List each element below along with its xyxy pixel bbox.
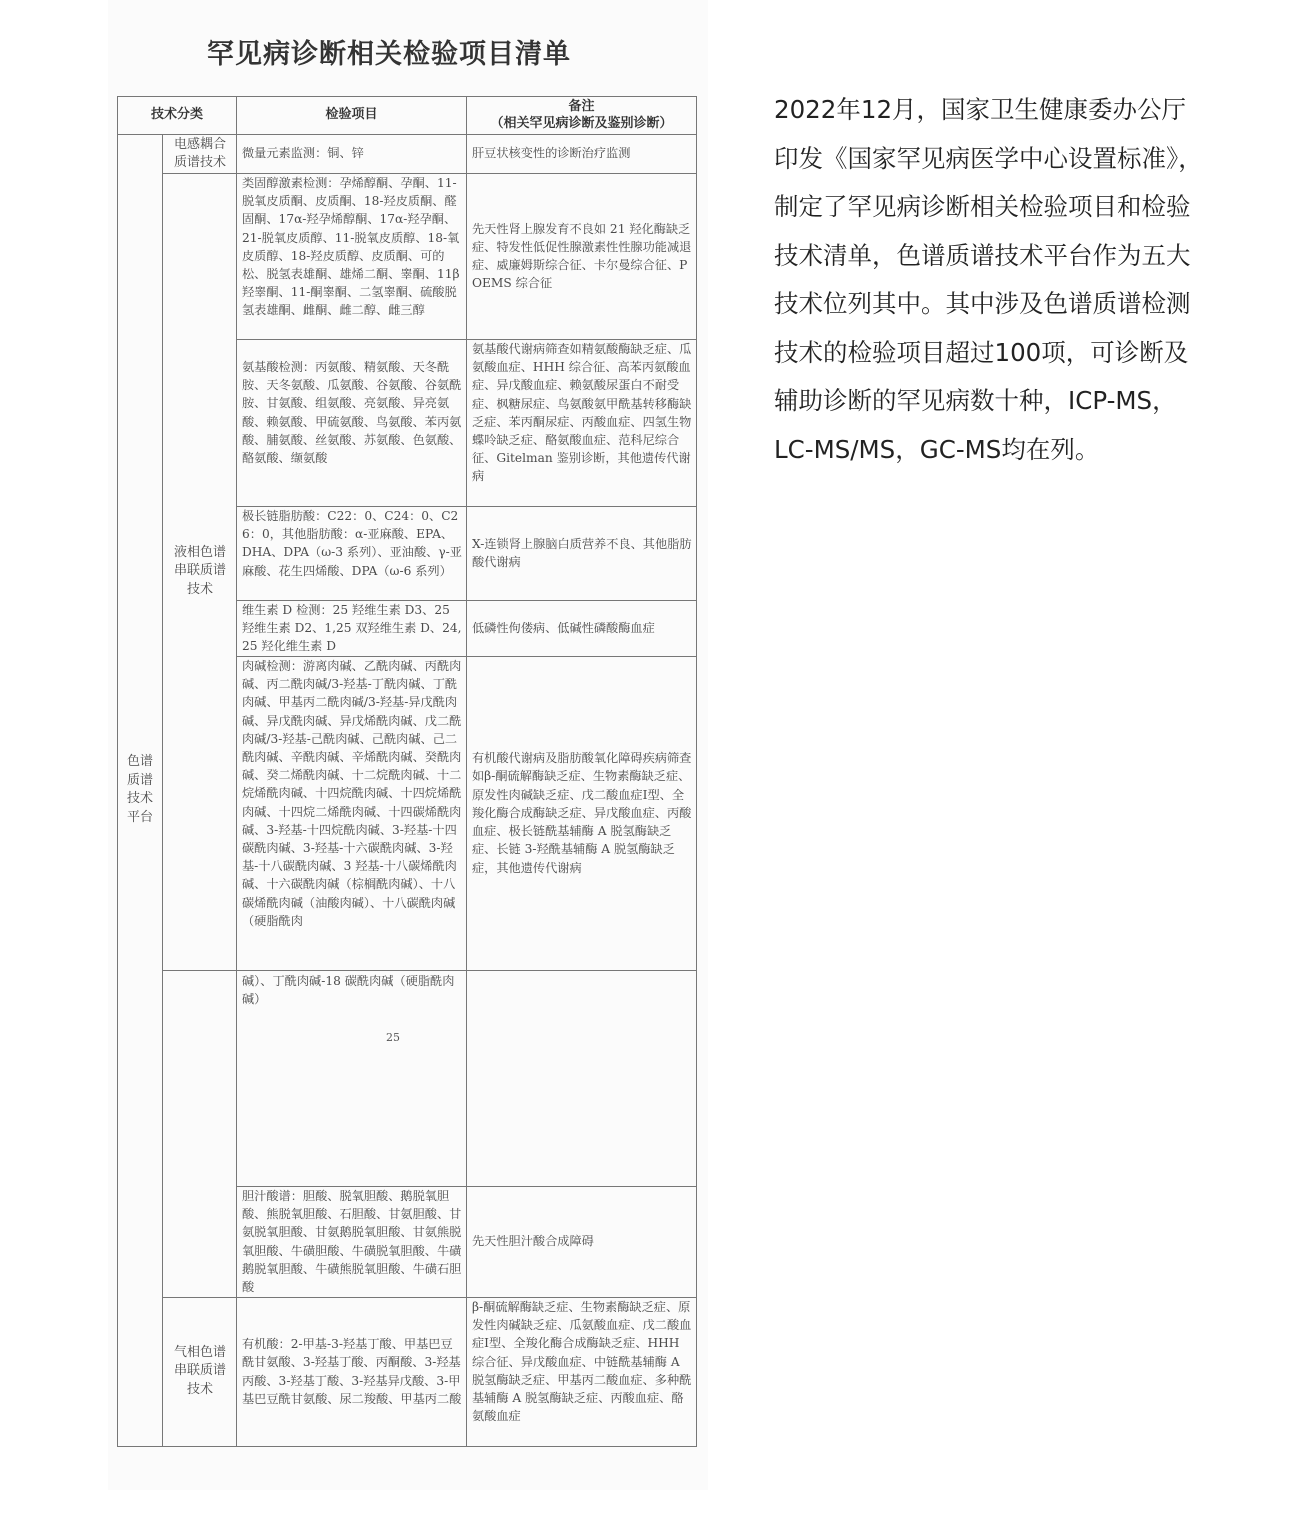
item-amino-acids: 氨基酸检测：丙氨酸、精氨酸、天冬酰胺、天冬氨酸、瓜氨酸、谷氨酸、谷氨酰胺、甘氨酸、组氨酸、亮氨酸、异亮氨酸、赖氨酸、甲硫氨酸、鸟氨酸、苯丙氨酸、脯氨酸、丝氨酸、苏氨酸、色氨酸、酪氨酸、缬氨酸 — [242, 360, 462, 466]
header-item: 检验项目 — [325, 107, 378, 123]
header-category: 技术分类 — [150, 107, 203, 123]
item-carnitines: 肉碱检测：游离肉碱、乙酰肉碱、丙酰肉碱、丙二酰肉碱/3-羟基-丁酰肉碱、丁酰肉碱、甲基丙二酰肉碱/3-羟基-异戊酰肉碱、异戊酰肉碱、异戊烯酰肉碱、戊二酰肉碱/3-羟基-己酰肉碱、己酰肉碱、己二酰肉碱、辛酰肉碱、辛烯酰肉碱、癸酰肉碱、癸二烯酰肉碱、十二烷酰肉碱、十二烷烯酰肉碱、十四烷酰肉碱、十四烷烯酰肉碱、十四烷二烯酰肉碱、十四碳烯酰肉碱、3-羟基-十四烷酰肉碱、3-羟基-十四碳酰肉碱、3-羟基-十六碳酰肉碱、3-羟基-十八碳酰肉碱、3 羟基-十八碳烯酰肉碱、十六碳酰肉碱（棕榈酰肉碱）、十八碳烯酰肉碱（油酸肉碱）、十八碳酰肉碱（硬脂酰肉 — [242, 659, 462, 928]
article-text — [774, 86, 1204, 474]
item-carnitines-continued: 碱）、丁酰肉碱-18 碳酰肉碱（硬脂酰肉碱） — [242, 974, 455, 1007]
page-number: 25 — [386, 1031, 400, 1044]
item-bile-acids: 胆汁酸谱：胆酸、脱氧胆酸、鹅脱氧胆酸、熊脱氧胆酸、石胆酸、甘氨胆酸、甘氨脱氧胆酸、甘氨鹅脱氧胆酸、甘氨熊脱氧胆酸、牛磺胆酸、牛磺脱氧胆酸、牛磺鹅脱氧胆酸、牛磺熊脱氧胆酸、牛磺石胆酸 — [242, 1189, 462, 1295]
platform-label: 色谱质谱技术平台 — [126, 754, 153, 825]
header-remark-title: 备注 — [568, 99, 595, 114]
item-vitamin-d: 维生素 D 检测：25 羟维生素 D3、25 羟维生素 D2、1,25 双羟维生素 D、24,25 羟化维生素 D — [242, 603, 462, 654]
technique-icp-ms: 电感耦合质谱技术 — [173, 137, 226, 170]
item-fatty-acids: 极长链脂肪酸：C22：0、C24：0、C26：0，其他脂肪酸：α-亚麻酸、EPA、DHA、DPA（ω-3 系列）、亚油酸、γ-亚麻酸、花生四烯酸、DPA（ω-6 系列） — [242, 509, 462, 578]
remark-amino-acids: 氨基酸代谢病筛查如精氨酸酶缺乏症、瓜氨酸血症、HHH 综合征、高苯丙氨酸血症、异戊酸血症、赖氨酸尿蛋白不耐受症、枫糖尿症、鸟氨酸氨甲酰基转移酶缺乏症、苯丙酮尿症、丙酸血症、四氢生物蝶呤缺乏症、酪氨酸血症、范科尼综合征、Gitelman 鉴别诊断，其他遗传代谢病 — [472, 342, 692, 484]
remark-trace-elements: 肝豆状核变性的诊断治疗监测 — [472, 146, 631, 161]
remark-fatty-acids: X-连锁肾上腺脑白质营养不良、其他脂肪酸代谢病 — [472, 536, 692, 569]
technique-gc-ms: 气相色谱串联质谱技术 — [173, 1344, 226, 1397]
item-steroid-hormones: 类固醇激素检测：孕烯醇酮、孕酮、11-脱氧皮质酮、皮质酮、18-羟皮质酮、醛固酮、17α-羟孕烯醇酮、17α-羟孕酮、21-脱氧皮质醇、11-脱氧皮质醇、18-氧皮质醇、18-羟皮质醇、皮质酮、可的松、脱氢表雄酮、雄烯二酮、睾酮、11β羟睾酮、11-酮睾酮、二氢睾酮、硫酸脱氢表雄酮、雌酮、雌二醇、雌三醇 — [242, 176, 460, 318]
header-remark-subtitle: （相关罕见病诊断及鉴别诊断） — [490, 116, 673, 131]
document-title: 罕见病诊断相关检验项目清单 — [207, 39, 571, 70]
item-trace-elements: 微量元素监测：铜、锌 — [242, 146, 364, 161]
remark-steroid-hormones: 先天性肾上腺发育不良如 21 羟化酶缺乏症、特发性低促性腺激素性性腺功能减退症、威廉姆斯综合征、卡尔曼综合征、POEMS 综合征 — [472, 221, 692, 291]
technique-lc-ms: 液相色谱串联质谱技术 — [173, 544, 226, 597]
remark-bile-acids: 先天性胆汁酸合成障碍 — [472, 1234, 594, 1249]
header-remark — [467, 98, 696, 134]
article-paragraph: 2022年12月，国家卫生健康委办公厅印发《国家罕见病医学中心设置标准》，制定了罕见病诊断相关检验项目和检验技术清单，色谱质谱技术平台作为五大技术位列其中。其中涉及色谱质谱检测技术的检验项目超过100项，可诊断及辅助诊断的罕见病数十种，ICP-MS，LC-MS/MS，GC-MS均在列。 — [774, 95, 1203, 464]
remark-carnitines: 有机酸代谢病及脂肪酸氧化障碍疾病筛查如β-酮硫解酶缺乏症、生物素酶缺乏症、原发性肉碱缺乏症、戊二酸血症Ⅰ型、全羧化酶合成酶缺乏症、异戊酸血症、丙酸血症、极长链酰基辅酶 A 脱氢酶缺乏症、长链 3-羟酰基辅酶 A 脱氢酶缺乏症，其他遗传代谢病 — [472, 751, 692, 875]
item-organic-acids: 有机酸：2-甲基-3-羟基丁酸、甲基巴豆酰甘氨酸、3-羟基丁酸、丙酮酸、3-羟基丙酸、3-羟基丁酸、3-羟基异戊酸、3-甲基巴豆酰甘氨酸、尿二羧酸、甲基丙二酸 — [242, 1337, 462, 1406]
remark-organic-acids: β-酮硫解酶缺乏症、生物素酶缺乏症、原发性肉碱缺乏症、瓜氨酸血症、戊二酸血症Ⅰ型、全羧化酶合成酶缺乏症、HHH 综合征、异戊酸血症、中链酰基辅酶 A 脱氢酶缺乏症、甲基丙二酸血症、多种酰基辅酶 A 脱氢酶缺乏症、丙酸血症、酪氨酸血症 — [472, 1300, 692, 1424]
remark-vitamin-d: 低磷性佝偻病、低碱性磷酸酶血症 — [472, 620, 655, 635]
